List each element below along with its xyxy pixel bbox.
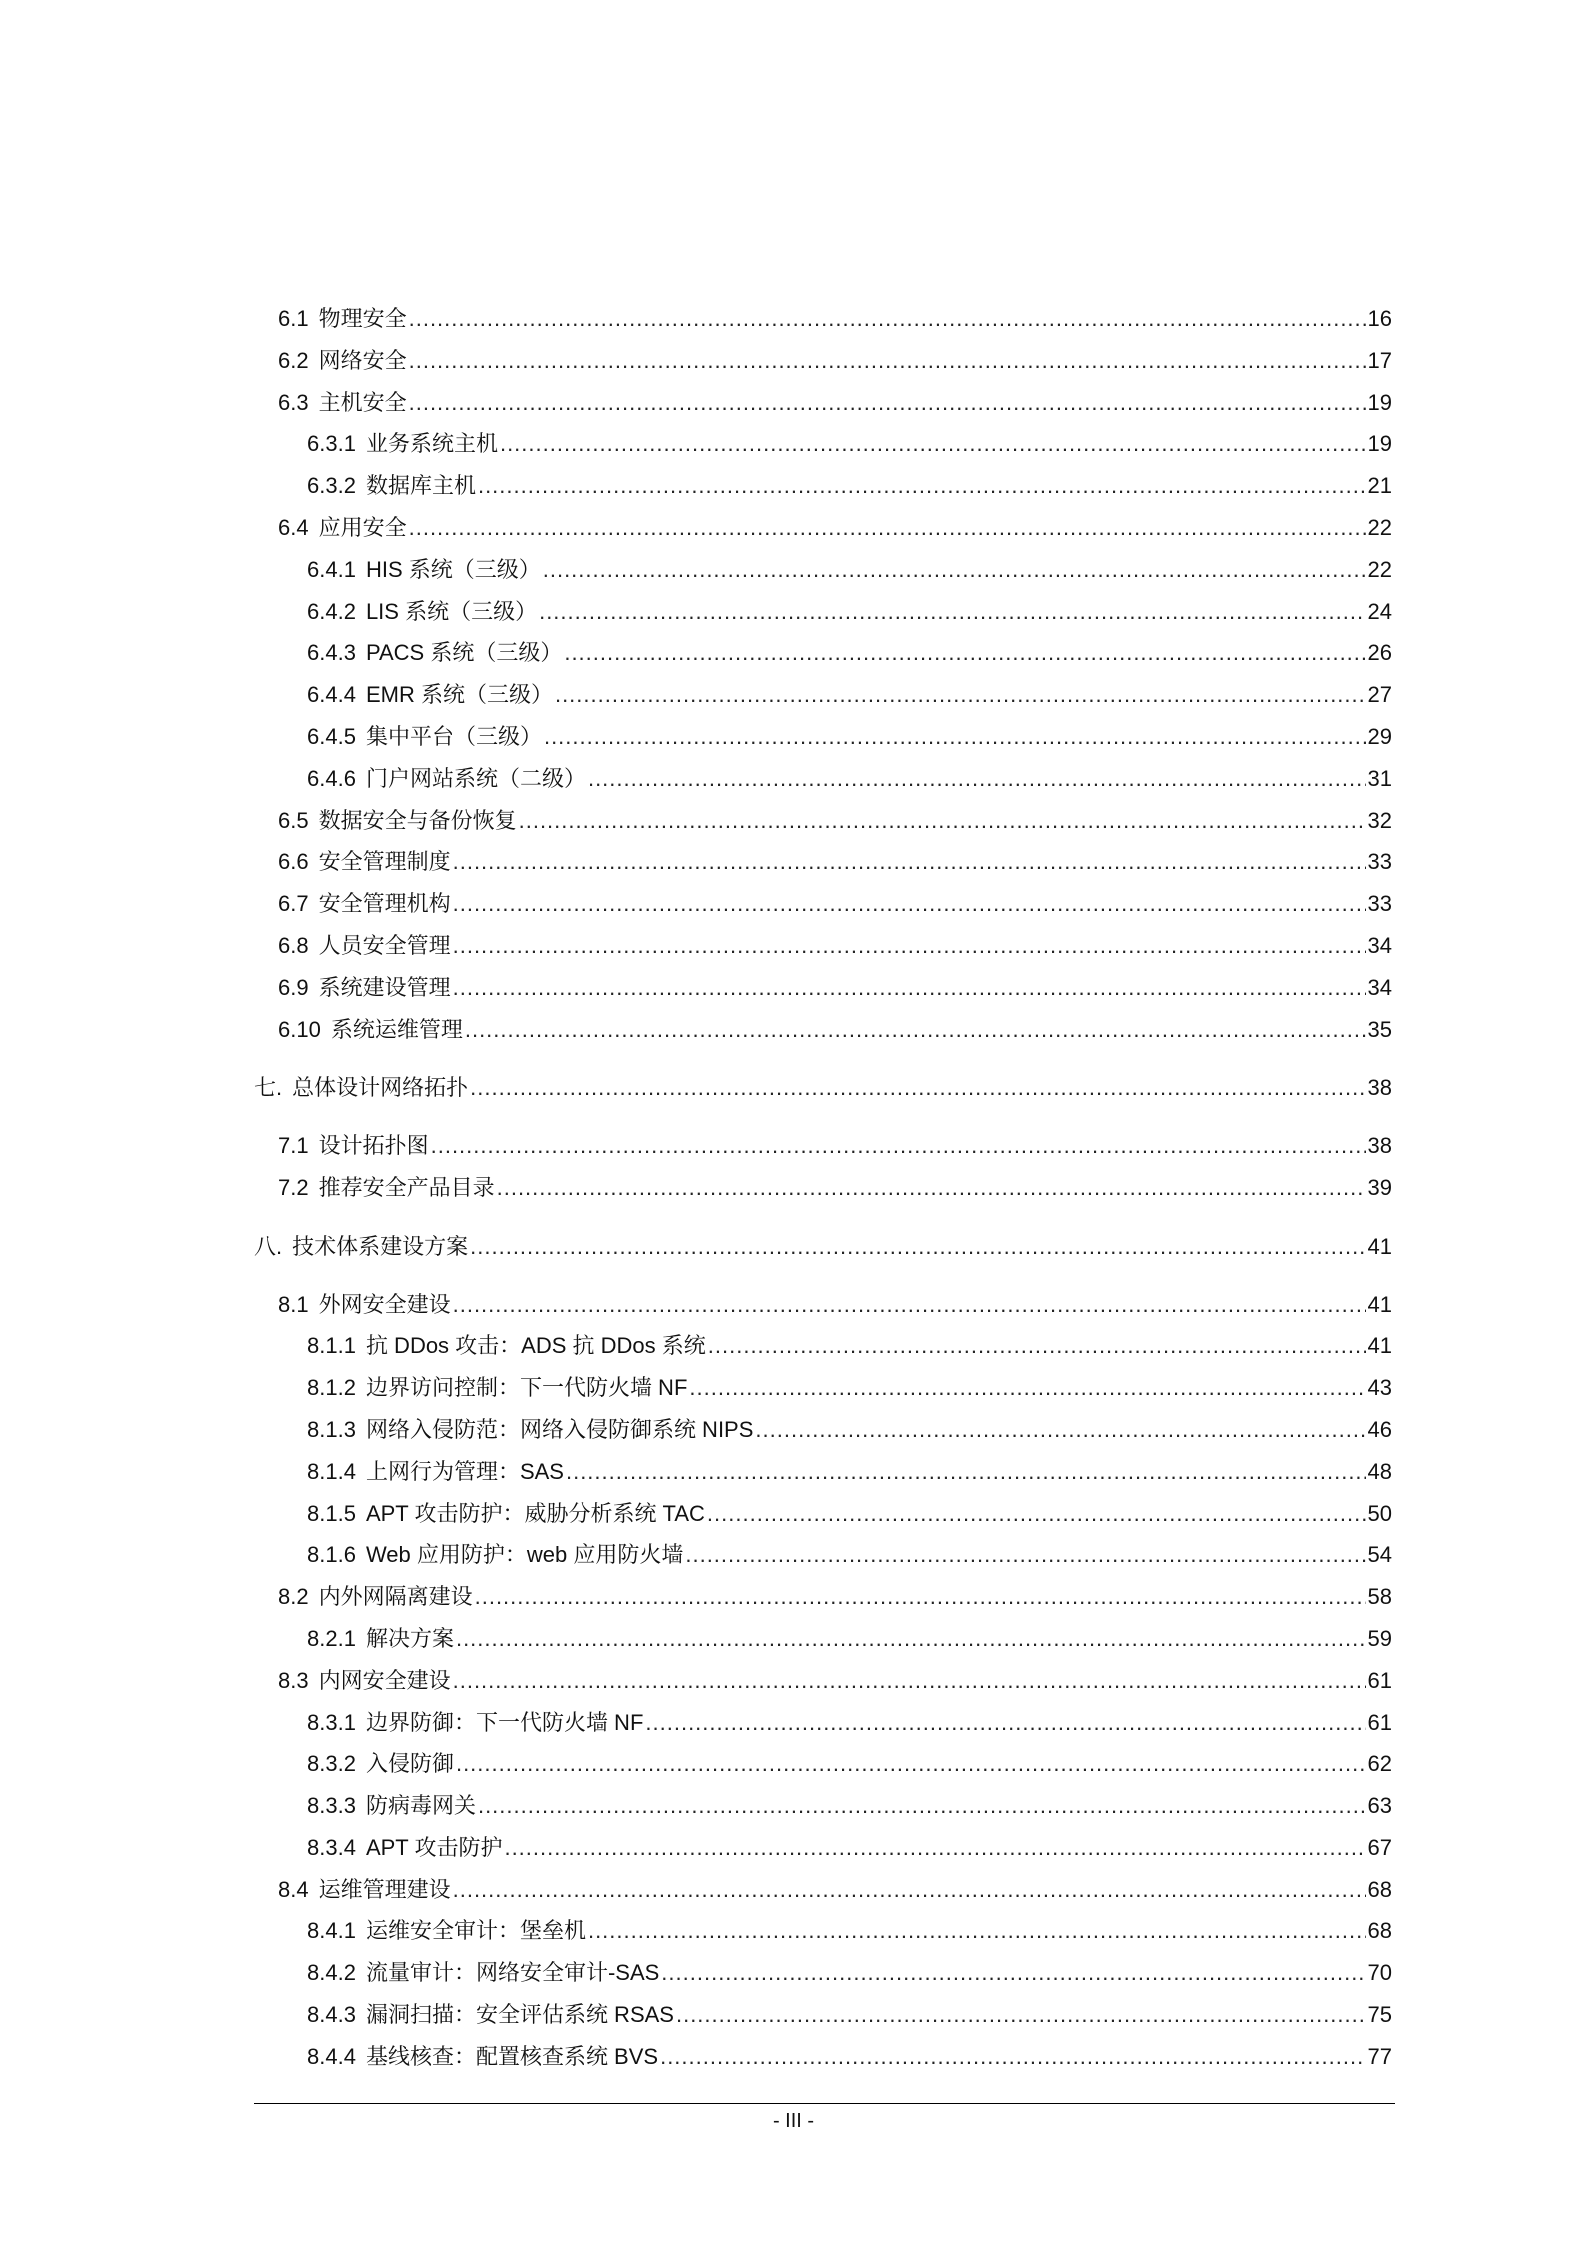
toc-entry[interactable] bbox=[254, 1994, 1392, 2036]
toc-entry[interactable] bbox=[254, 1827, 1392, 1869]
toc-entry-title: APT 攻击防护 bbox=[365, 1834, 503, 1860]
toc-dot-leader bbox=[453, 1284, 1366, 1326]
toc-entry-page: 68 bbox=[1367, 1876, 1392, 1902]
toc-entry-title: 解决方案 bbox=[365, 1625, 454, 1651]
toc-entry-number: 6.7 bbox=[278, 891, 309, 917]
toc-entry[interactable] bbox=[254, 1009, 1392, 1051]
toc-entry-number: 6.4.1 bbox=[307, 556, 356, 582]
toc-entry-page: 48 bbox=[1367, 1458, 1392, 1484]
toc-entry-number: 6.4.5 bbox=[307, 723, 356, 749]
toc-entry-title: 入侵防御 bbox=[365, 1751, 454, 1777]
toc-entry-page: 61 bbox=[1367, 1667, 1392, 1693]
toc-entry-title: 内外网隔离建设 bbox=[318, 1584, 473, 1610]
toc-entry[interactable] bbox=[254, 1660, 1392, 1702]
toc-dot-leader bbox=[475, 1576, 1366, 1618]
toc-entry-page: 41 bbox=[1367, 1291, 1392, 1317]
toc-entry-page: 16 bbox=[1367, 306, 1392, 331]
toc-entry-title: 运维安全审计：堡垒机 bbox=[365, 1918, 586, 1944]
toc-dot-leader bbox=[676, 1994, 1366, 2036]
toc-entry-number: 6.3 bbox=[278, 389, 309, 415]
toc-entry-title: 抗 DDos 攻击：ADS 抗 DDos 系统 bbox=[365, 1333, 706, 1359]
toc-entry-title: 数据库主机 bbox=[365, 473, 476, 499]
toc-entry-title: 边界访问控制：下一代防火墙 NF bbox=[365, 1375, 688, 1401]
toc-entry-number: 7.2 bbox=[278, 1174, 309, 1200]
toc-entry-number: 8.1.3 bbox=[307, 1416, 356, 1442]
toc-entry[interactable] bbox=[254, 1576, 1392, 1618]
toc-dot-leader bbox=[409, 382, 1366, 424]
toc-dot-leader bbox=[470, 1067, 1365, 1109]
toc-entry-page: 67 bbox=[1367, 1834, 1392, 1860]
toc-entry-title: 网络入侵防范：网络入侵防御系统 NIPS bbox=[365, 1416, 754, 1442]
toc-entry[interactable] bbox=[254, 1226, 1392, 1268]
toc-entry-number: 八. bbox=[254, 1233, 283, 1259]
toc-entry-title: APT 攻击防护：威胁分析系统 TAC bbox=[365, 1500, 705, 1526]
toc-dot-leader bbox=[431, 1125, 1366, 1167]
toc-entry-number: 8.1.4 bbox=[307, 1458, 356, 1484]
toc-dot-leader bbox=[588, 1910, 1366, 1952]
toc-entry-page: 19 bbox=[1367, 389, 1392, 415]
toc-entry[interactable] bbox=[254, 1125, 1392, 1167]
toc-dot-leader bbox=[409, 507, 1366, 549]
toc-entry-number: 8.1.1 bbox=[307, 1333, 356, 1359]
toc-entry-page: 19 bbox=[1367, 431, 1392, 457]
toc-entry[interactable] bbox=[254, 1952, 1392, 1994]
toc-entry-title: 集中平台（三级） bbox=[365, 723, 542, 749]
toc-dot-leader bbox=[755, 1409, 1365, 1451]
toc-entry-page: 24 bbox=[1367, 598, 1392, 624]
toc-entry-number: 8.3 bbox=[278, 1667, 309, 1693]
toc-dot-leader bbox=[543, 549, 1366, 591]
toc-entry-number: 8.4.1 bbox=[307, 1918, 356, 1944]
toc-entry[interactable] bbox=[254, 382, 1392, 424]
toc-entry-title: 系统运维管理 bbox=[330, 1016, 463, 1042]
toc-dot-leader bbox=[500, 423, 1366, 465]
toc-entry-title: 主机安全 bbox=[318, 389, 407, 415]
toc-entry-title: 应用安全 bbox=[318, 514, 407, 540]
toc-entry-number: 8.1.6 bbox=[307, 1542, 356, 1568]
toc-entry[interactable] bbox=[254, 340, 1392, 382]
toc-entry-title: PACS 系统（三级） bbox=[365, 640, 563, 666]
toc-entry[interactable] bbox=[254, 1534, 1392, 1576]
toc-entry-page: 59 bbox=[1367, 1625, 1392, 1651]
toc-dot-leader bbox=[465, 1009, 1366, 1051]
toc-dot-leader bbox=[539, 591, 1365, 633]
toc-entry-page: 22 bbox=[1367, 514, 1392, 540]
toc-dot-leader bbox=[707, 1493, 1366, 1535]
toc-entry-page: 35 bbox=[1367, 1016, 1392, 1042]
toc-dot-leader bbox=[555, 674, 1366, 716]
toc-entry-title: 边界防御：下一代防火墙 NF bbox=[365, 1709, 644, 1735]
toc-entry-page: 70 bbox=[1367, 1960, 1392, 1986]
footer-divider bbox=[254, 2103, 1395, 2104]
toc-entry-title: HIS 系统（三级） bbox=[365, 556, 541, 582]
toc-entry[interactable] bbox=[254, 758, 1392, 800]
toc-dot-leader bbox=[685, 1534, 1365, 1576]
toc-entry-title: 安全管理机构 bbox=[318, 891, 451, 917]
toc-dot-leader bbox=[478, 465, 1366, 507]
toc-dot-leader bbox=[588, 758, 1366, 800]
toc-entry[interactable] bbox=[254, 465, 1392, 507]
toc-entry-page: 22 bbox=[1367, 556, 1392, 582]
toc-entry[interactable] bbox=[254, 507, 1392, 549]
toc-entry-title: 人员安全管理 bbox=[318, 932, 451, 958]
toc-entry-number: 七. bbox=[254, 1075, 283, 1101]
toc-dot-leader bbox=[453, 967, 1366, 1009]
toc-entry-title: 网络安全 bbox=[318, 347, 407, 373]
toc-entry-title: 安全管理制度 bbox=[318, 849, 451, 875]
toc-entry-page: 39 bbox=[1367, 1174, 1392, 1200]
toc-dot-leader bbox=[453, 1660, 1366, 1702]
toc-entry-number: 8.2.1 bbox=[307, 1625, 356, 1651]
toc-entry-number: 8.1 bbox=[278, 1291, 309, 1317]
toc-entry-page: 46 bbox=[1367, 1416, 1392, 1442]
toc-entry[interactable] bbox=[254, 674, 1392, 716]
toc-entry[interactable] bbox=[254, 1325, 1392, 1367]
toc-dot-leader bbox=[708, 1325, 1366, 1367]
page-number-footer: - III - bbox=[772, 2110, 815, 2132]
toc-entry-page: 27 bbox=[1367, 682, 1392, 708]
toc-entry[interactable] bbox=[254, 967, 1392, 1009]
toc-entry-title: 推荐安全产品目录 bbox=[318, 1174, 495, 1200]
toc-entry[interactable] bbox=[254, 925, 1392, 967]
toc-entry[interactable] bbox=[254, 1284, 1392, 1326]
toc-entry-page: 17 bbox=[1367, 347, 1392, 373]
toc-entry[interactable] bbox=[254, 1702, 1392, 1744]
toc-dot-leader bbox=[409, 340, 1366, 382]
toc-entry-number: 8.4.3 bbox=[307, 2002, 356, 2028]
toc-entry-page: 50 bbox=[1367, 1500, 1392, 1526]
toc-entry-title: 外网安全建设 bbox=[318, 1291, 451, 1317]
toc-entry-page: 61 bbox=[1367, 1709, 1392, 1735]
toc-entry[interactable] bbox=[254, 716, 1392, 758]
toc-entry-title: 物理安全 bbox=[318, 306, 407, 331]
toc-entry-page: 33 bbox=[1367, 891, 1392, 917]
toc-entry-title: 业务系统主机 bbox=[365, 431, 498, 457]
toc-entry[interactable] bbox=[254, 1910, 1392, 1952]
toc-entry-title: 数据安全与备份恢复 bbox=[318, 807, 517, 833]
toc-entry-number: 6.8 bbox=[278, 932, 309, 958]
toc-entry[interactable] bbox=[254, 1409, 1392, 1451]
toc-entry-number: 6.4.3 bbox=[307, 640, 356, 666]
toc-entry-number: 8.4.4 bbox=[307, 2043, 356, 2069]
toc-entry-number: 6.3.2 bbox=[307, 473, 356, 499]
table-of-contents bbox=[254, 298, 1392, 2078]
toc-entry[interactable] bbox=[254, 2036, 1392, 2078]
toc-dot-leader bbox=[504, 1827, 1365, 1869]
toc-dot-leader bbox=[564, 632, 1365, 674]
toc-dot-leader bbox=[645, 1702, 1365, 1744]
toc-dot-leader bbox=[409, 298, 1366, 340]
toc-entry[interactable] bbox=[254, 1785, 1392, 1827]
toc-entry-page: 32 bbox=[1367, 807, 1392, 833]
toc-entry-page: 77 bbox=[1367, 2043, 1392, 2069]
toc-entry[interactable] bbox=[254, 1367, 1392, 1409]
toc-entry[interactable] bbox=[254, 1451, 1392, 1493]
toc-entry-page: 75 bbox=[1367, 2002, 1392, 2028]
toc-entry-title: 系统建设管理 bbox=[318, 974, 451, 1000]
toc-entry-number: 6.1 bbox=[278, 306, 309, 331]
toc-dot-leader bbox=[470, 1226, 1365, 1268]
toc-dot-leader bbox=[456, 1618, 1366, 1660]
toc-entry-page: 62 bbox=[1367, 1751, 1392, 1777]
toc-dot-leader bbox=[453, 883, 1366, 925]
toc-entry[interactable] bbox=[254, 1167, 1392, 1209]
toc-entry-title: 基线核查：配置核查系统 BVS bbox=[365, 2043, 659, 2069]
toc-entry-page: 34 bbox=[1367, 974, 1392, 1000]
toc-entry[interactable] bbox=[254, 1067, 1392, 1109]
toc-entry-number: 6.4.4 bbox=[307, 682, 356, 708]
toc-entry-page: 63 bbox=[1367, 1793, 1392, 1819]
toc-entry-page: 68 bbox=[1367, 1918, 1392, 1944]
toc-entry-number: 6.2 bbox=[278, 347, 309, 373]
toc-entry-title: 防病毒网关 bbox=[365, 1793, 476, 1819]
toc-entry[interactable] bbox=[254, 591, 1392, 633]
toc-entry[interactable] bbox=[254, 800, 1392, 842]
toc-entry-page: 38 bbox=[1367, 1133, 1392, 1159]
toc-entry-number: 7.1 bbox=[278, 1133, 309, 1159]
toc-dot-leader bbox=[453, 925, 1366, 967]
toc-entry-number: 8.4 bbox=[278, 1876, 309, 1902]
toc-dot-leader bbox=[478, 1785, 1366, 1827]
toc-dot-leader bbox=[456, 1743, 1366, 1785]
toc-entry-number: 6.3.1 bbox=[307, 431, 356, 457]
toc-entry-number: 6.6 bbox=[278, 849, 309, 875]
toc-dot-leader bbox=[544, 716, 1366, 758]
toc-dot-leader bbox=[661, 1952, 1365, 1994]
toc-entry-title: 上网行为管理：SAS bbox=[365, 1458, 564, 1484]
toc-entry[interactable] bbox=[254, 841, 1392, 883]
toc-entry-number: 8.3.1 bbox=[307, 1709, 356, 1735]
toc-entry-number: 6.4 bbox=[278, 514, 309, 540]
toc-entry[interactable] bbox=[254, 298, 1392, 340]
toc-entry-number: 6.4.6 bbox=[307, 765, 356, 791]
toc-entry-page: 41 bbox=[1367, 1333, 1392, 1359]
toc-entry-number: 8.1.5 bbox=[307, 1500, 356, 1526]
toc-dot-leader bbox=[566, 1451, 1366, 1493]
toc-entry-number: 8.3.2 bbox=[307, 1751, 356, 1777]
toc-entry-page: 58 bbox=[1367, 1584, 1392, 1610]
toc-entry-title: LIS 系统（三级） bbox=[365, 598, 538, 624]
toc-entry-title: 漏洞扫描：安全评估系统 RSAS bbox=[365, 2002, 674, 2028]
toc-dot-leader bbox=[519, 800, 1366, 842]
toc-entry-title: EMR 系统（三级） bbox=[365, 682, 553, 708]
toc-entry-page: 34 bbox=[1367, 932, 1392, 958]
toc-entry[interactable] bbox=[254, 549, 1392, 591]
toc-entry-page: 29 bbox=[1367, 723, 1392, 749]
toc-entry[interactable] bbox=[254, 632, 1392, 674]
toc-entry-page: 41 bbox=[1367, 1233, 1392, 1259]
toc-entry[interactable] bbox=[254, 1618, 1392, 1660]
toc-entry-title: 设计拓扑图 bbox=[318, 1133, 429, 1159]
toc-entry[interactable] bbox=[254, 1493, 1392, 1535]
toc-entry-number: 6.5 bbox=[278, 807, 309, 833]
toc-entry-number: 8.4.2 bbox=[307, 1960, 356, 1986]
toc-entry-page: 31 bbox=[1367, 765, 1392, 791]
toc-dot-leader bbox=[660, 2036, 1365, 2078]
toc-entry-title: 技术体系建设方案 bbox=[292, 1233, 469, 1259]
toc-entry-number: 8.3.4 bbox=[307, 1834, 356, 1860]
toc-entry-title: Web 应用防护：web 应用防火墙 bbox=[365, 1542, 684, 1568]
toc-entry-page: 33 bbox=[1367, 849, 1392, 875]
toc-dot-leader bbox=[689, 1367, 1365, 1409]
toc-entry-number: 8.3.3 bbox=[307, 1793, 356, 1819]
toc-dot-leader bbox=[453, 841, 1366, 883]
toc-entry-title: 门户网站系统（二级） bbox=[365, 765, 586, 791]
toc-entry-page: 54 bbox=[1367, 1542, 1392, 1568]
toc-entry-number: 6.4.2 bbox=[307, 598, 356, 624]
toc-entry-number: 6.10 bbox=[278, 1016, 321, 1042]
toc-entry-number: 8.2 bbox=[278, 1584, 309, 1610]
toc-entry[interactable] bbox=[254, 883, 1392, 925]
toc-entry-page: 38 bbox=[1367, 1075, 1392, 1101]
toc-entry-title: 流量审计：网络安全审计-SAS bbox=[365, 1960, 660, 1986]
toc-entry-title: 运维管理建设 bbox=[318, 1876, 451, 1902]
toc-entry[interactable] bbox=[254, 1743, 1392, 1785]
toc-entry-title: 内网安全建设 bbox=[318, 1667, 451, 1693]
toc-entry-page: 26 bbox=[1367, 640, 1392, 666]
toc-dot-leader bbox=[497, 1167, 1366, 1209]
toc-entry-page: 43 bbox=[1367, 1375, 1392, 1401]
toc-entry-number: 6.9 bbox=[278, 974, 309, 1000]
toc-entry-title: 总体设计网络拓扑 bbox=[292, 1075, 469, 1101]
toc-dot-leader bbox=[453, 1869, 1366, 1911]
toc-entry-page: 21 bbox=[1367, 473, 1392, 499]
toc-entry[interactable] bbox=[254, 1869, 1392, 1911]
toc-entry[interactable] bbox=[254, 423, 1392, 465]
toc-entry-number: 8.1.2 bbox=[307, 1375, 356, 1401]
